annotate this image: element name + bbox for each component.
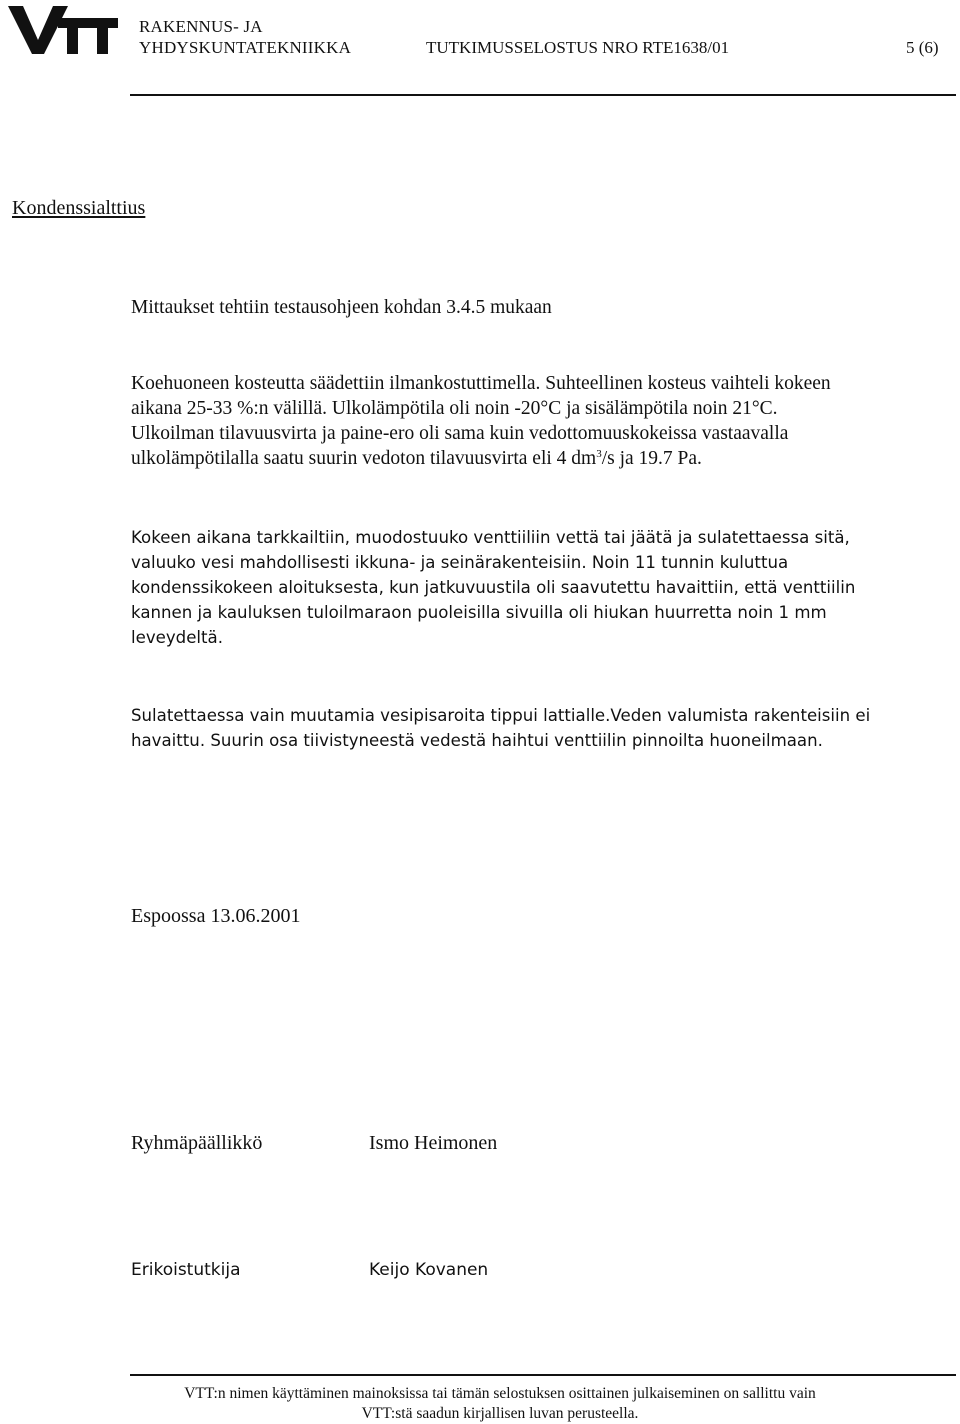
- conditions-line-4-post: /s ja 19.7 Pa.: [601, 448, 702, 469]
- conditions-line-1: Koehuoneen kosteutta säädettiin ilmankostuttimella. Suhteellinen kosteus vaihteli kokeen: [131, 373, 831, 394]
- superscript-exponent: 3: [596, 448, 602, 460]
- observation-line-2: valuuko vesi mahdollisesti ikkuna- ja seinärakenteisiin. Noin 11 tunnin kuluttua: [131, 553, 789, 572]
- paragraph-result: [131, 703, 931, 753]
- header-divider: [130, 94, 956, 96]
- signer-title-1: Ryhmäpäällikkö: [131, 1132, 263, 1154]
- conditions-line-4: [131, 446, 931, 471]
- place-and-date: Espoossa 13.06.2001: [131, 905, 301, 927]
- observation-line-4: kannen ja kauluksen tuloilmaraon puoleisilla sivuilla oli hiukan huurretta noin 1 mm: [131, 603, 827, 622]
- signer-name-1: Ismo Heimonen: [369, 1132, 498, 1154]
- conditions-line-3: Ulkoilman tilavuusvirta ja paine-ero oli sama kuin vedottomuuskokeissa vastaavalla: [131, 423, 789, 444]
- department-line-1: RAKENNUS- JA: [139, 17, 263, 36]
- signer-title-2: Erikoistutkija: [131, 1260, 241, 1280]
- result-line-2: havaittu. Suurin osa tiivistyneestä vedestä haihtui venttiilin pinnoilta huoneilmaan.: [131, 731, 823, 750]
- section-heading: Kondenssialttius: [12, 197, 146, 219]
- paragraph-conditions: [131, 371, 931, 471]
- vtt-logo: [8, 4, 118, 56]
- footer-line-1: VTT:n nimen käyttäminen mainoksissa tai tämän selostuksen osittainen julkaiseminen on sallittu vain: [184, 1385, 816, 1402]
- department-name: [139, 16, 351, 58]
- paragraph-observation: [131, 525, 931, 650]
- observation-line-1: Kokeen aikana tarkkailtiin, muodostuuko venttiiliin vettä tai jäätä ja sulatettaessa sitä,: [131, 528, 850, 547]
- conditions-line-2: aikana 25-33 %:n välillä. Ulkolämpötila oli noin -20°C ja sisälämpötila noin 21°C.: [131, 398, 778, 419]
- signer-name-2: Keijo Kovanen: [369, 1260, 489, 1280]
- conditions-line-4-pre: ulkolämpötilalla saatu suurin vedoton tilavuusvirta eli 4 dm: [131, 448, 597, 469]
- observation-line-3: kondenssikokeen aloituksesta, kun jatkuvuustila oli saavutettu havaittiin, että venttiilin: [131, 578, 856, 597]
- footer-notice: [130, 1384, 870, 1424]
- paragraph-method-text: Mittaukset tehtiin testausohjeen kohdan 3.4.5 mukaan: [131, 297, 552, 318]
- footer-divider: [130, 1374, 956, 1376]
- observation-line-5: leveydeltä.: [131, 628, 223, 647]
- department-line-2: YHDYSKUNTATEKNIIKKA: [139, 38, 352, 57]
- paragraph-method: [131, 295, 931, 320]
- report-number: TUTKIMUSSELOSTUS NRO RTE1638/01: [426, 38, 730, 57]
- footer-line-2: VTT:stä saadun kirjallisen luvan perusteella.: [361, 1405, 639, 1422]
- result-line-1: Sulatettaessa vain muutamia vesipisaroita tippui lattialle.Veden valumista rakenteisiin ei: [131, 706, 871, 725]
- page-number: 5 (6): [906, 38, 939, 57]
